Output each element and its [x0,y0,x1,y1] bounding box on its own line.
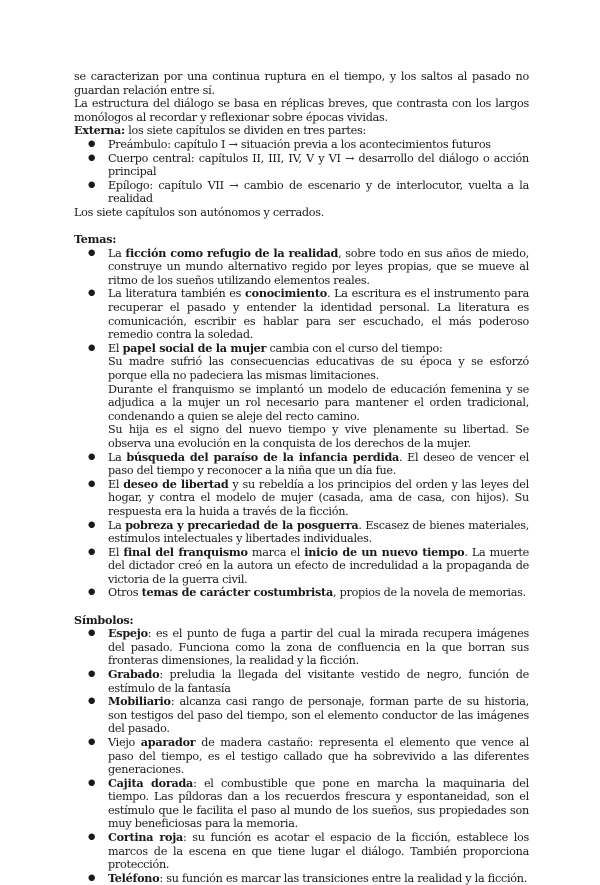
externa-text: los siete capítulos se dividen en tres partes: [124,124,366,138]
parts-list [74,138,529,206]
tema-item: ● La pobreza y precariedad de la posguerra. Escasez de bienes materiales, estímulos intelectuales y libertades individuales. [74,519,529,546]
simbolo-item: ● Teléfono: su función es marcar las transiciones entre la realidad y la ficción. [74,872,529,885]
simbolo-item: ● Espejo: es el punto de fuga a partir del cual la mirada recupera imágenes del pasado. Funciona como la zona de confluencia en la que borran sus fronteras dimensiones, la realidad y la ficción. [74,627,529,668]
simbolos-list [74,627,529,885]
part-item: ● Epílogo: capítulo VII → cambio de escenario y de interlocutor, vuelta a la realidad [74,179,529,206]
intro-paragraph-1: se caracterizan por una continua ruptura en el tiempo, y los saltos al pasado no guardan relación entre sí. [74,70,529,97]
tema-item: ● El papel social de la mujer cambia con el curso del tiempo: Su madre sufrió las consecuencias educativas de su época y se esforzó porque ella no padeciera las mismas limitaciones. Durante el franquismo se implantó un modelo de educación femenina y se adjudica a la mujer un rol necesario para mantener el orden tradicional, condenando a quien se aleje del recto camino. Su hija es el signo del nuevo tiempo y vive plenamente su libertad. Se observa una evolución en la conquista de los derechos de la mujer. [74,342,529,451]
tema-item: ● Otros temas de carácter costumbrista, propios de la novela de memorias. [74,586,529,600]
tema-item: ● La ficción como refugio de la realidad, sobre todo en sus años de miedo, construye un mundo alternativo regido por leyes propias, que se mueve al ritmo de los sueños utilizando elementos reales. [74,247,529,288]
tema-item: ● La búsqueda del paraíso de la infancia perdida. El deseo de vencer el paso del tiempo y reconocer a la niña que un día fue. [74,451,529,478]
simbolos-heading: Símbolos: [74,612,134,627]
simbolo-item: ● Cajita dorada: el combustible que pone en marcha la maquinaria del tiempo. Las píldoras dan a los recuerdos frescura y espontaneidad, son el estímulo que le facilita el paso al mundo de los sueños, sus propiedades son muy beneficiosas para la memoria. [74,777,529,831]
part-item: ● Cuerpo central: capítulos II, III, IV, V y VI → desarrollo del diálogo o acción principal [74,152,529,179]
part-item: ● Preámbulo: capítulo I → situación previa a los acontecimientos futuros [74,138,529,152]
simbolo-item: ● Grabado: preludia la llegada del visitante vestido de negro, función de estímulo de la fantasía [74,668,529,695]
intro-paragraph-2: La estructura del diálogo se basa en réplicas breves, que contrasta con los largos monólogos al recordar y reflexionar sobre épocas vividas. [74,97,529,124]
tema-item: ● La literatura también es conocimiento. La escritura es el instrumento para recuperar el pasado y entender la identidad personal. La literatura es comunicación, escribir es hablar para ser escuchado, el más poderoso remedio contra la soledad. [74,287,529,341]
temas-list [74,247,529,600]
intro-paragraph-3: Los siete capítulos son autónomos y cerrados. [74,205,325,219]
document-page [74,70,529,885]
externa-label: Externa: [74,123,125,138]
temas-heading: Temas: [74,232,117,247]
tema-item: ● El final del franquismo marca el inicio de un nuevo tiempo. La muerte del dictador creó en la autora un efecto de incredulidad a la propaganda de victoria de la guerra civil. [74,546,529,587]
simbolo-item: ● Viejo aparador de madera castaño: representa el elemento que vence al paso del tiempo, es el testigo callado que ha sobrevivido a las diferentes generaciones. [74,736,529,777]
simbolo-item: ● Mobiliario: alcanza casi rango de personaje, forman parte de su historia, son testigos del paso del tiempo, son el elemento conductor de las imágenes del pasado. [74,695,529,736]
simbolo-item: ● Cortina roja: su función es acotar el espacio de la ficción, establece los marcos de la escena en que tiene lugar el diálogo. También proporciona protección. [74,831,529,872]
externa-paragraph [74,124,529,138]
tema-item: ● El deseo de libertad y su rebeldía a los principios del orden y las leyes del hogar, y contra el modelo de mujer (casada, ama de casa, con hijos). Su respuesta era la huida a través de la ficción. [74,478,529,519]
